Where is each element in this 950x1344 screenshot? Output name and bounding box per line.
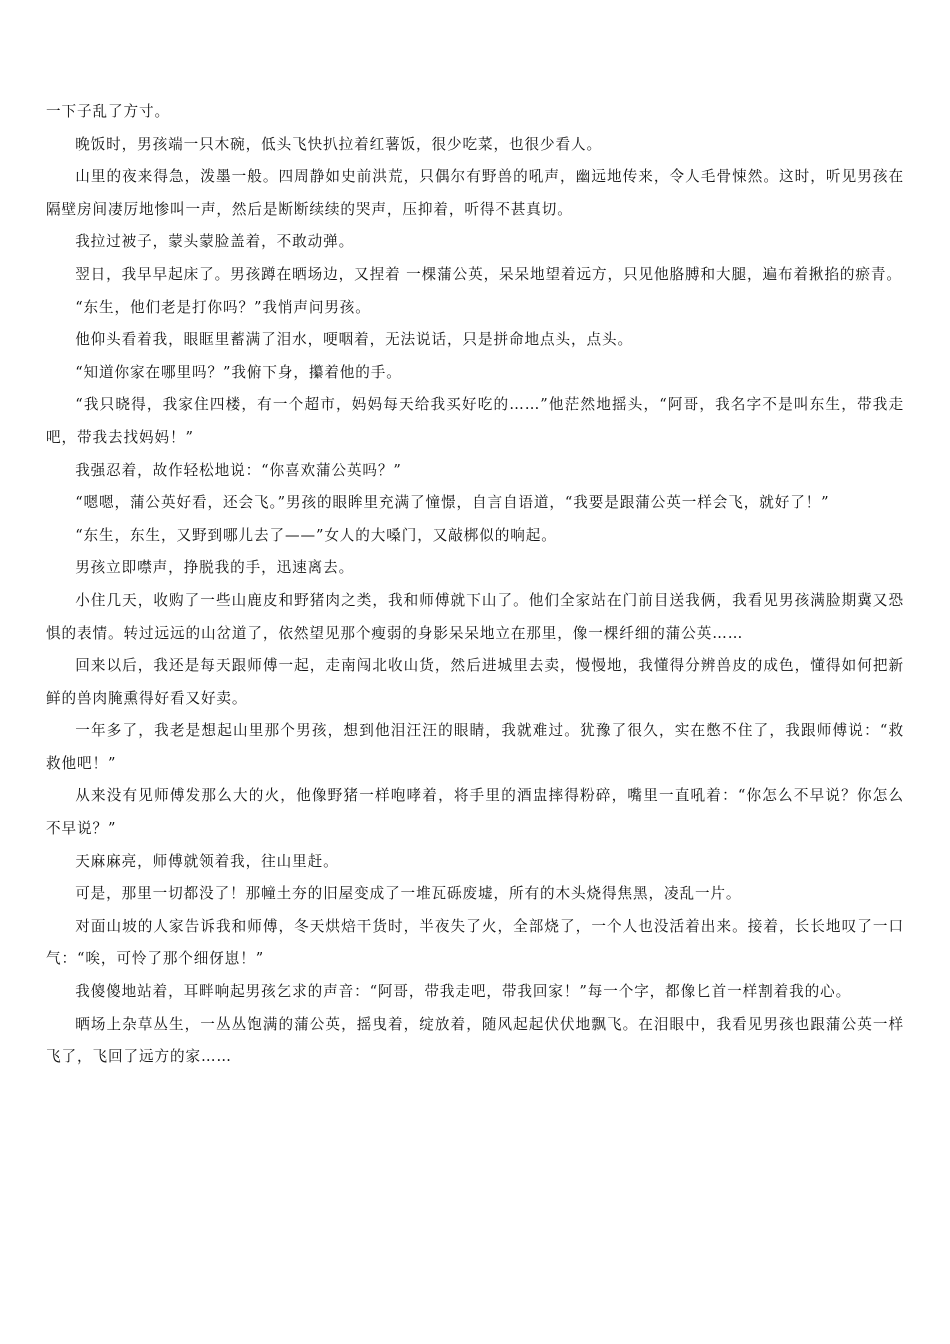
paragraph: 山里的夜来得急，泼墨一般。四周静如史前洪荒，只偶尔有野兽的吼声，幽远地传来，令人毛骨悚然。这时，听见男孩在隔壁房间凄厉地惨叫一声，然后是断断续续的哭声，压抑着，听得不甚真切。 — [46, 168, 904, 218]
paragraph: “东生，东生，又野到哪儿去了——”女人的大嗓门，又敲梆似的响起。 — [75, 526, 557, 544]
story-text — [46, 96, 904, 1074]
paragraph: 晒场上杂草丛生，一丛丛饱满的蒲公英，摇曳着，绽放着，随风起起伏伏地飘飞。在泪眼中，我看见男孩也跟蒲公英一样飞了，飞回了远方的家…… — [46, 1015, 904, 1066]
paragraph: 一年多了，我老是想起山里那个男孩，想到他泪汪汪的眼睛，我就难过。犹豫了很久，实在憋不住了，我跟师傅说：“救救他吧！” — [46, 722, 904, 772]
paragraph: 从来没有见师傅发那么大的火，他像野猪一样咆哮着，将手里的酒盅摔得粉碎，嘴里一直吼着：“你怎么不早说？你怎么不早说？” — [46, 787, 904, 838]
paragraph: 我拉过被子，蒙头蒙脸盖着，不敢动弹。 — [75, 233, 355, 251]
paragraph: 我傻傻地站着，耳畔响起男孩乞求的声音：“阿哥，带我走吧，带我回家！”每一个字，都像匕首一样割着我的心。 — [75, 983, 852, 1001]
paragraph: 小住几天，收购了一些山鹿皮和野猪肉之类，我和师傅就下山了。他们全家站在门前目送我俩，我看见男孩满脸期冀又恐惧的表情。转过远远的山岔道了，依然望见那个瘦弱的身影呆呆地立在那里，像一棵纤细的蒲公英…… — [46, 591, 904, 642]
paragraph: 他仰头看着我，眼眶里蓄满了泪水，哽咽着，无法说话，只是拼命地点头，点头。 — [75, 331, 633, 349]
paragraph: 天麻麻亮，师傅就领着我，往山里赶。 — [75, 852, 339, 870]
paragraph: 回来以后，我还是每天跟师傅一起，走南闯北收山货，然后进城里去卖，慢慢地，我懂得分辨兽皮的成色，懂得如何把新鲜的兽肉腌熏得好看又好卖。 — [46, 657, 904, 707]
paragraph: 可是，那里一切都没了！那幢土夯的旧屋变成了一堆瓦砾废墟，所有的木头烧得焦黑，凌乱一片。 — [75, 885, 742, 903]
paragraph: “东生，他们老是打你吗？”我悄声问男孩。 — [75, 298, 371, 316]
paragraph: 我强忍着，故作轻松地说：“你喜欢蒲公英吗？” — [75, 461, 402, 479]
paragraph: 对面山坡的人家告诉我和师傅，冬天烘焙干货时，半夜失了火，全部烧了，一个人也没活着出来。接着，长长地叹了一口气：“唉，可怜了那个细伢崽！” — [46, 917, 904, 968]
paragraph: 男孩立即噤声，挣脱我的手，迅速离去。 — [75, 559, 355, 577]
paragraph: 翌日，我早早起床了。男孩蹲在晒场边，又捏着 一棵蒲公英，呆呆地望着远方，只见他胳膊和大腿，遍布着揪掐的瘀青。 — [75, 265, 902, 283]
paragraph: “我只晓得，我家住四楼，有一个超市，妈妈每天给我买好吃的……”他茫然地摇头，“阿哥，我名字不是叫东生，带我走吧，带我去找妈妈！” — [46, 396, 904, 446]
paragraph: “嗯嗯，蒲公英好看，还会飞。”男孩的眼眸里充满了憧憬，自言自语道，“我要是跟蒲公英一样会飞，就好了！” — [75, 494, 830, 512]
paragraph: 一下子乱了方寸。 — [46, 103, 170, 120]
paragraph: “知道你家在哪里吗？”我俯下身，攥着他的手。 — [75, 363, 402, 381]
paragraph: 晚饭时，男孩端一只木碗，低头飞快扒拉着红薯饭，很少吃菜，也很少看人。 — [75, 135, 602, 153]
